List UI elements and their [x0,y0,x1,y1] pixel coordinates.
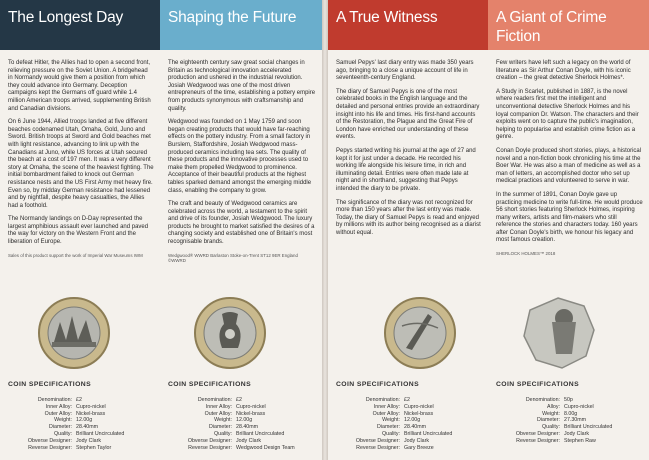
coin-slot [328,292,488,374]
coin-slot [160,292,322,374]
spec-value: 28.40mm [404,424,427,431]
spec-value: Jody Clark [564,430,590,437]
spec-row [8,404,156,411]
spec-value: 28.40mm [236,424,259,431]
paragraph: Few writers have left such a legacy on the world of literature as Sir Arthur Conan Doyle, with his iconic creation – the great detective Sherlock Holmes*. [496,60,631,82]
spec-value: Jody Clark [404,437,430,444]
spec-row [336,424,484,431]
spec-value: Stephen Raw [564,437,596,444]
panel-body [168,60,316,270]
panel-body [496,60,643,263]
panel-header [0,0,160,50]
paragraph: In the summer of 1891, Conan Doyle gave up practicing medicine to write full-time. He would produce 56 short stories featuring Sherlock Holmes, inspiring many writers, artists and film-makers who still reference the stories and characters today. 160 years after Conan Doyle's birth, we honour his legacy and most famous creation. [496,191,643,244]
spec-key: Weight: [542,410,560,417]
paragraph: On 6 June 1944, Allied troops landed at five different beaches codenamed Utah, Omaha, Gold, Juno and Sword. British troops at Sword and Gold beaches met with light resistance, advancing to link up with the Canadians at Juno, while US forces at Utah secured the beach at a cost of 197 men. It was a very different story at Omaha, the scene of the heaviest fighting. The initial bombardment failed to knock out German resistance nests and the US First Army met heavy fire. Even so, by midday German resistance had lessened and by nightfall, despite heavy casualties, the Allies had a foothold. [8,119,154,209]
spec-key: Outer Alloy: [44,410,72,417]
panel-longest-day [0,0,160,460]
spec-value: Cupro-nickel [404,403,434,410]
coin-specs [8,397,156,451]
panel-title: A Giant of Crime Fiction [496,9,607,45]
spec-value: 8.00g [564,410,578,417]
spec-key: Outer Alloy: [372,410,400,417]
paragraph: Pepys started writing his journal at the age of 27 and kept it for just under a decade. He recorded his working life alongside his leisure time, in rich and illuminating detail. Entries were often made late at night and in shorthand, suggesting that Pepys intended the diary to be private. [336,147,476,192]
panel-header [160,0,322,50]
spec-key: Diameter: [537,417,560,424]
paragraph: Samuel Pepys' last diary entry was made 350 years ago, bringing to a close a unique account of life in seventeenth-century England. [336,60,474,82]
spec-row [168,411,318,418]
spec-row [336,417,484,424]
spec-row [8,397,156,404]
spec-key: Denomination: [365,397,400,403]
spec-key: Quality: [542,424,560,431]
spec-row [8,411,156,418]
spec-key: Weight: [382,417,400,424]
sherlock-coin-image [488,292,649,374]
spec-row [8,424,156,431]
spec-value: Brilliant Uncirculated [404,430,453,437]
paragraph: The Normandy landings on D-Day represented the largest amphibious assault ever launched and paved the way for victory on the Western Front and the liberation of Europe. [8,216,149,246]
spec-value: Brilliant Uncirculated [564,424,613,431]
spec-key: Denomination: [525,397,560,403]
spec-value: £2 [236,397,242,403]
paragraph: Wedgwood was founded on 1 May 1759 and soon began creating products that would have far-reaching effects on the pottery industry. From a small factory in Burslem, Staffordshire, Josiah Wedgwood mass-produced ceramics including tea sets. The quality of these products and the innovative processes used to make them propelled Wedgwood to prominence. Acceptance of their beautiful products at the highest tables sparked demand amongst the emerging middle class, enabling the company to grow. [168,119,312,194]
specs-heading: COIN SPECIFICATIONS [168,381,251,388]
spec-row [336,411,484,418]
spec-value: Nickel-brass [76,410,106,417]
spec-key: Quality: [214,430,232,437]
spec-key: Diameter: [49,424,72,431]
spec-row [168,424,318,431]
spec-value: Jody Clark [76,437,102,444]
spec-key: Inner Alloy: [205,403,232,410]
spec-value: Stephen Taylor [76,444,112,451]
spec-row [496,424,645,431]
coin-specs [336,397,484,451]
spec-row [496,397,645,404]
paragraph: A Study in Scarlet, published in 1887, is the novel where readers first met the intelligent and unconventional detective Sherlock Holmes and his loyal companion Dr. Watson. The characters and their exploits went on to capture the public's imagination, helping to popularise and establish crime fiction as a genre. [496,88,639,141]
credit-note: SHERLOCK HOLMES™ 2018 [496,251,556,257]
spec-key: Obverse Designer: [187,437,232,444]
coin-specs [496,397,645,445]
wedgwood-coin-image [160,292,322,374]
panel-body [336,60,482,243]
d-day-coin-image [0,292,160,374]
spec-row [8,417,156,424]
spec-key: Denomination: [197,397,232,403]
credit-note: Sales of this product support the work of Imperial War Museums IWM [8,252,143,258]
spec-value: 12.00g [76,417,93,424]
panel-shaping-future [160,0,322,460]
spec-key: Weight: [54,417,72,424]
spec-key: Denomination: [37,397,72,403]
spec-value: £2 [404,397,410,403]
spec-row [336,431,484,438]
spec-row [168,417,318,424]
spec-row [496,438,645,445]
spec-row [336,445,484,452]
panel-crime-fiction [488,0,649,460]
panel-title: A True Witness [336,9,438,26]
spec-row [168,404,318,411]
spec-value: Cupro-nickel [564,403,594,410]
spec-value: 12.00g [236,417,253,424]
spec-row [336,397,484,404]
spec-key: Diameter: [209,424,232,431]
panel-header [488,0,649,50]
paragraph: The diary of Samuel Pepys is one of the most celebrated books in the English language and the detailed and personal entries provide an extraordinary insight into his life and times. His first-hand accounts of the Restoration, the Plague and the Great Fire of London have enriched our understanding of these events. [336,88,480,141]
paragraph: The craft and beauty of Wedgwood ceramics are celebrated across the world, a testament to the spirit and drive of its founder, Josiah Wedgwood. The luxury products he brought to market satisfied the desires of a changing society and established one of Britain's most recognisable brands. [168,201,315,246]
spec-key: Quality: [382,430,400,437]
spec-row [8,438,156,445]
spec-value: Cupro-nickel [236,403,266,410]
spec-key: Weight: [214,417,232,424]
spec-value: Nickel-brass [236,410,266,417]
spec-row [496,404,645,411]
spec-row [8,445,156,452]
spec-key: Inner Alloy: [373,403,400,410]
panel-title: Shaping the Future [168,9,297,26]
paragraph: To defeat Hitler, the Allies had to open a second front, relieving pressure on the Soviet Union. A bridgehead in Normandy would give them a position from which they could advance into Germany. Deception campaigns kept the Germans off guard while 1.4 million American troops arrived, supplementing British and Canadian divisions. [8,60,151,112]
pepys-coin-image [328,292,488,374]
spec-value: Nickel-brass [404,410,434,417]
paragraph: Conan Doyle produced short stories, plays, a historical novel and a non-fiction book chronicling his time at the Boer War. He was also a man of medicine as well as a man of letters, an accomplished doctor who set up medical practices and volunteered to serve in war. [496,147,642,185]
spec-row [168,431,318,438]
panel-body [8,60,154,264]
spec-key: Obverse Designer: [355,437,400,444]
spec-row [336,438,484,445]
spec-row [496,417,645,424]
spec-key: Reverse Designer: [516,437,560,444]
spec-key: Alloy: [547,403,560,410]
spec-row [336,404,484,411]
specs-heading: COIN SPECIFICATIONS [496,381,579,388]
spec-key: Inner Alloy: [45,403,72,410]
spec-value: Brilliant Uncirculated [236,430,285,437]
spec-value: Wedgwood Design Team [236,444,295,451]
paragraph: The eighteenth century saw great social changes in Britain as technological innovation accelerated production and ushered in the industrial revolution. Josiah Wedgwood was one of the most driven entrepreneurs of the time, establishing a pottery empire from products synonymous with craftsmanship and quality. [168,60,316,112]
specs-heading: COIN SPECIFICATIONS [336,381,419,388]
spec-value: Cupro-nickel [76,403,106,410]
spec-value: 28.40mm [76,424,99,431]
paragraph: The significance of the diary was not recognized for more than 150 years after the last entry was made. Today, the diary of Samuel Pepys is read and enjoyed by millions with its author being recognised as a diarist without equal. [336,199,481,236]
credit-note: Wedgwood® WWRD Barlaston Stoke-on-Trent ST12 9ER England ©WWRD [168,252,298,264]
spec-key: Reverse Designer: [188,444,232,451]
spec-row [168,445,318,452]
spec-key: Quality: [54,430,72,437]
spec-value: Jody Clark [236,437,262,444]
spec-key: Reverse Designer: [356,444,400,451]
spec-value: Brilliant Uncirculated [76,430,125,437]
spec-row [496,431,645,438]
spec-key: Reverse Designer: [28,444,72,451]
spec-value: 12.00g [404,417,421,424]
panel-true-witness [328,0,488,460]
coin-slot [0,292,160,374]
coin-specs [168,397,318,451]
panel-header [328,0,488,50]
coin-slot [488,292,649,374]
panel-title: The Longest Day [8,9,124,26]
spec-row [496,411,645,418]
specs-heading: COIN SPECIFICATIONS [8,381,91,388]
spec-key: Diameter: [377,424,400,431]
spec-key: Obverse Designer: [515,430,560,437]
spec-row [168,438,318,445]
spec-key: Outer Alloy: [204,410,232,417]
spec-key: Obverse Designer: [27,437,72,444]
spec-value: 27.30mm [564,417,587,424]
spec-value: £2 [76,397,82,403]
spec-row [8,431,156,438]
spec-value: 50p [564,397,573,403]
spec-value: Gary Breeze [404,444,434,451]
spec-row [168,397,318,404]
